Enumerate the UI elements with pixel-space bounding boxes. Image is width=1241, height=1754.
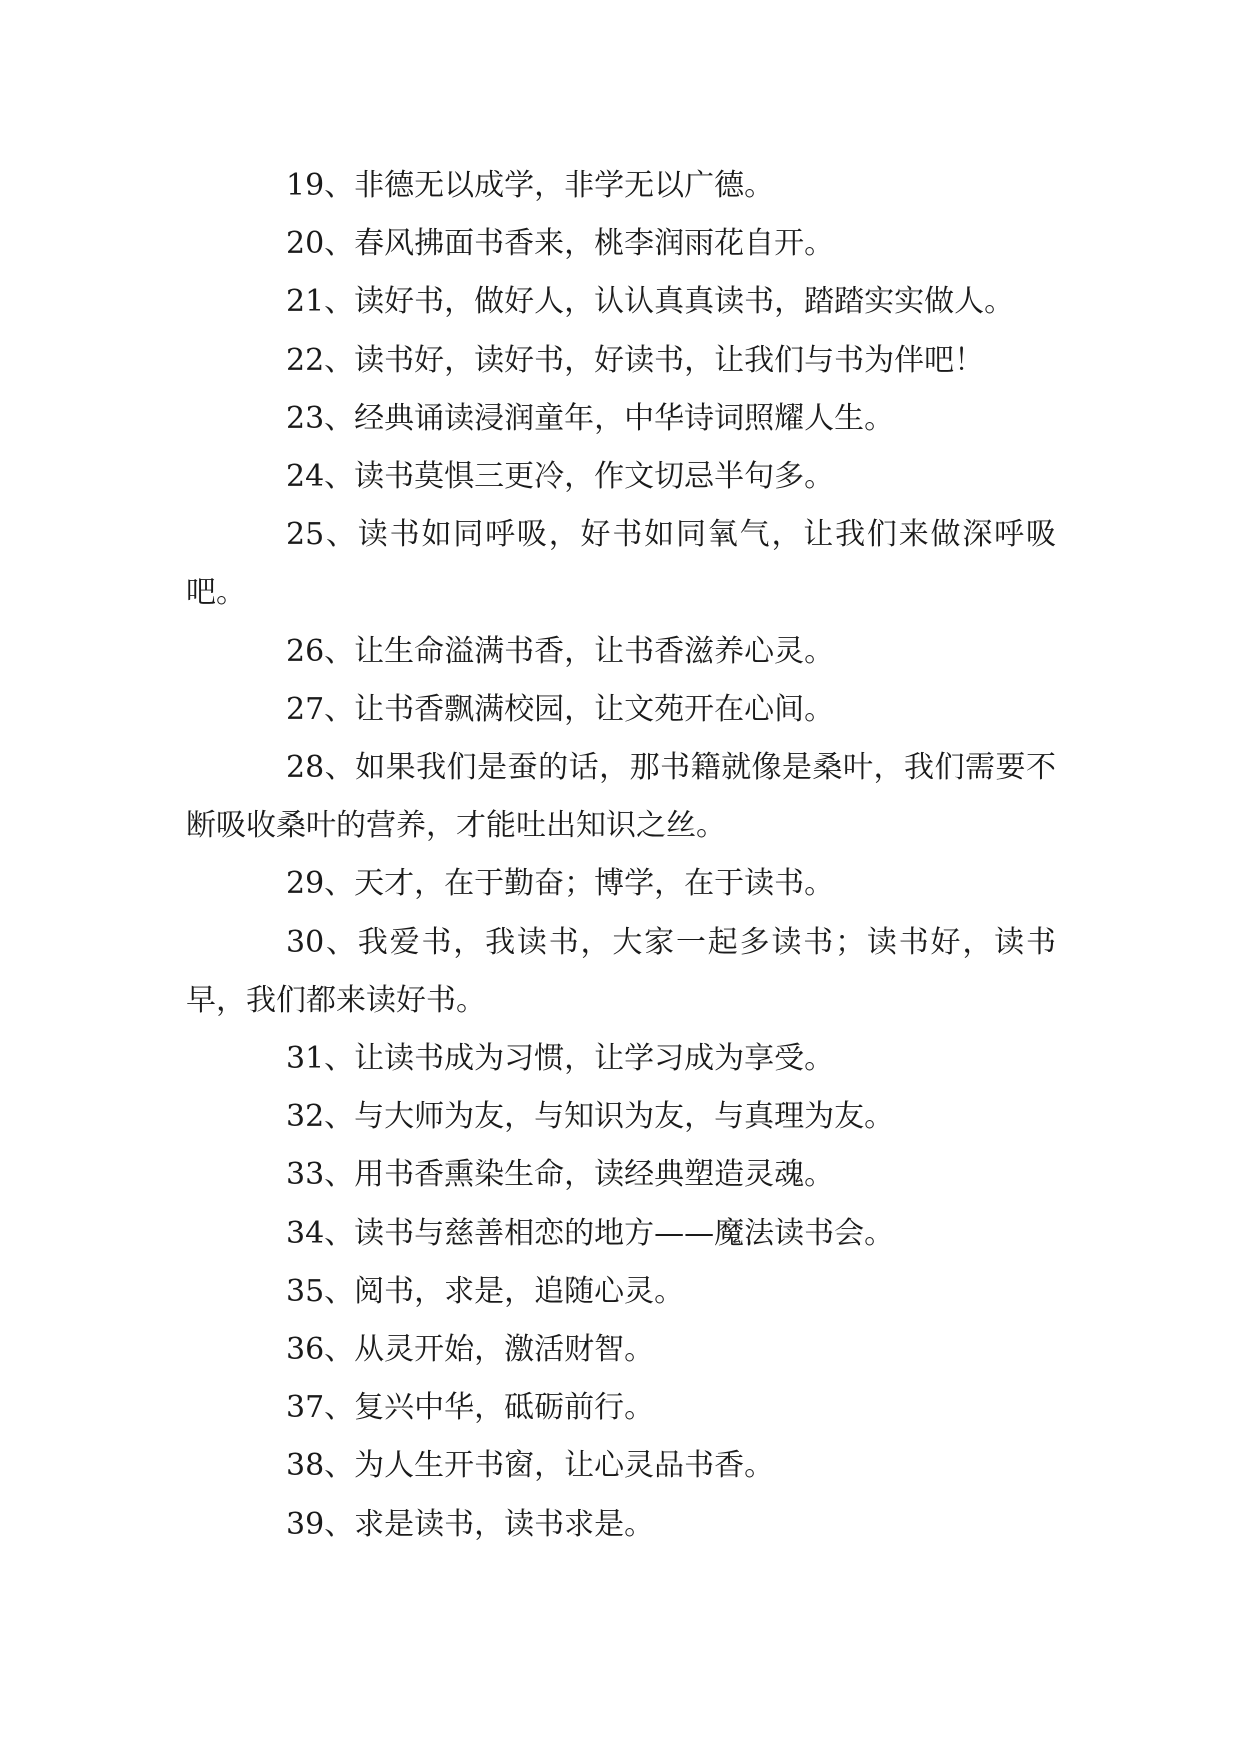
paragraph: 36、从灵开始，激活财智。 <box>286 1332 655 1368</box>
paragraph: 35、阅书，求是，追随心灵。 <box>286 1273 685 1309</box>
paragraph: 32、与大师为友，与知识为友，与真理为友。 <box>286 1099 895 1135</box>
paragraph: 28、如果我们是蚕的话，那书籍就像是桑叶，我们需要不断吸收桑叶的营养，才能吐出知识之丝。 <box>186 750 1056 844</box>
paragraph: 38、为人生开书窗，让心灵品书香。 <box>286 1448 775 1484</box>
paragraph: 23、经典诵读浸润童年，中华诗词照耀人生。 <box>286 400 895 436</box>
paragraph: 29、天才，在于勤奋；博学，在于读书。 <box>286 866 835 902</box>
paragraph: 27、让书香飘满校园，让文苑开在心间。 <box>286 691 835 727</box>
paragraph: 30、我爱书，我读书，大家一起多读书；读书好，读书早，我们都来读好书。 <box>186 924 1056 1018</box>
paragraph: 39、求是读书，读书求是。 <box>286 1506 655 1542</box>
paragraph: 21、读好书，做好人，认认真真读书，踏踏实实做人。 <box>286 284 1015 320</box>
paragraph: 22、读书好，读好书，好读书，让我们与书为伴吧！ <box>286 342 985 378</box>
paragraph: 19、非德无以成学，非学无以广德。 <box>286 168 775 203</box>
paragraph: 20、春风拂面书香来，桃李润雨花自开。 <box>286 226 835 262</box>
paragraph: 33、用书香熏染生命，读经典塑造灵魂。 <box>286 1157 835 1193</box>
paragraph: 26、让生命溢满书香，让书香滋养心灵。 <box>286 633 835 669</box>
paragraph: 37、复兴中华，砥砺前行。 <box>286 1390 655 1426</box>
paragraph: 25、读书如同呼吸，好书如同氧气，让我们来做深呼吸吧。 <box>186 517 1056 611</box>
paragraph: 24、读书莫惧三更冷，作文切忌半句多。 <box>286 459 835 495</box>
paragraph: 31、让读书成为习惯，让学习成为享受。 <box>286 1041 835 1077</box>
paragraph: 34、读书与慈善相恋的地方——魔法读书会。 <box>286 1215 895 1251</box>
document-body <box>186 157 1056 1554</box>
